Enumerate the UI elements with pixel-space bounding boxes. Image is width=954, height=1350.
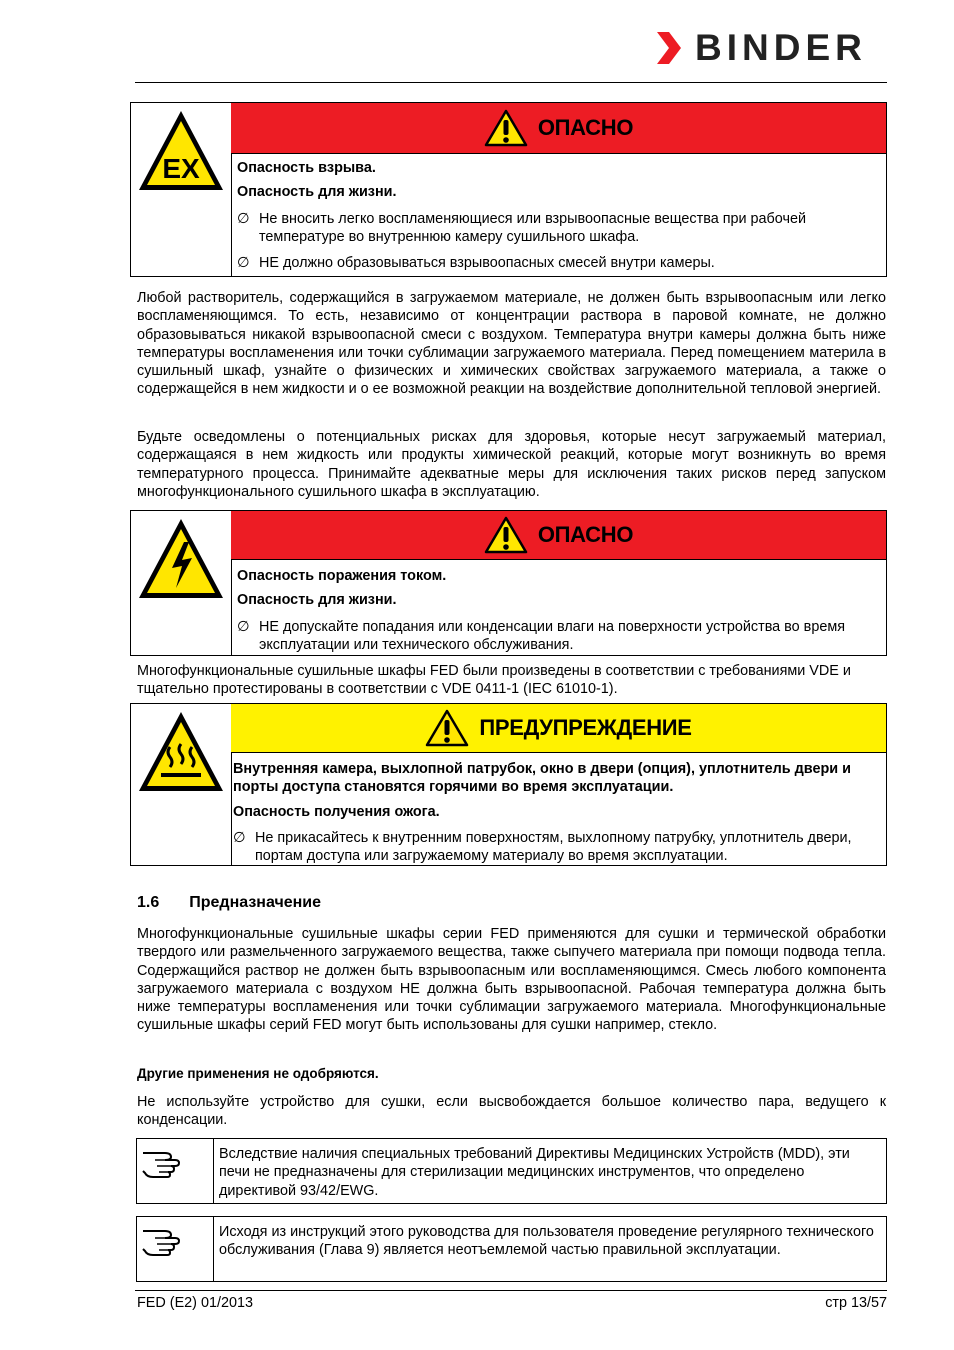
danger-header: [231, 103, 886, 154]
note-icon-cell: [137, 1139, 214, 1203]
note-box: [136, 1138, 887, 1204]
hazard-line: Опасность поражения током.: [237, 568, 447, 584]
prohibition-item: ∅ Не прикасайтесь к внутренним поверхностям, выхлопному патрубку, уплотнитель двери, портам доступа или загружаемому материалу во время эксплуатации.: [233, 829, 852, 865]
section-title: Предназначение: [189, 894, 322, 911]
warning-content: [233, 760, 872, 865]
section-number: 1.6: [137, 894, 160, 911]
danger-content: [237, 159, 866, 272]
prohibition-item: ∅ НЕ должно образовываться взрывоопасных смесей внутри камеры.: [237, 255, 715, 272]
footer-page-number: стр 13/57: [825, 1295, 887, 1311]
note-box: [136, 1216, 887, 1282]
exclamation-triangle-icon: [484, 109, 528, 147]
pointing-hand-icon: [141, 1145, 181, 1179]
footer-doc-id: FED (E2) 01/2013: [137, 1295, 253, 1311]
prohibition-icon: ∅: [237, 210, 250, 227]
prohibition-item: ∅ Не вносить легко воспламеняющиеся или взрывоопасные вещества при рабочей температуре во внутреннюю камеру сушильного шкафа.: [237, 210, 807, 245]
pictogram-cell: [131, 103, 232, 276]
exclamation-triangle-icon: [484, 516, 528, 554]
svg-text:EX: EX: [162, 153, 200, 184]
binder-logo-icon: [655, 28, 691, 68]
danger-box-explosion: [130, 102, 887, 277]
header-rule: [135, 82, 887, 83]
hazard-line: Опасность получения ожога.: [233, 803, 440, 820]
hazard-line: Опасность взрыва.: [237, 160, 376, 176]
pictogram-cell: [131, 511, 232, 655]
brand-name: BINDER: [695, 27, 867, 68]
explosion-hazard-icon: [136, 108, 226, 194]
danger-header: [231, 511, 886, 560]
body-paragraph: Не используйте устройство для сушки, если высвобождается большое количество пара, ведущего к конденсации.: [137, 1094, 886, 1129]
footer-rule: [135, 1290, 887, 1291]
signal-word: ПРЕДУПРЕЖДЕНИЕ: [479, 714, 692, 740]
prohibition-item: ∅ НЕ допускайте попадания или конденсации влаги на поверхности устройства во время эксплуатации или технического обслуживания.: [237, 618, 846, 653]
body-paragraph: Многофункциональные сушильные шкафы FED были произведены в соответствии с требованиями VDE и тщательно протестированы в соответствии с VDE 0411-1 (IEC 61010-1).: [137, 663, 851, 698]
danger-content: [237, 567, 866, 654]
signal-word: ОПАСНО: [537, 114, 634, 140]
signal-word: ОПАСНО: [537, 521, 634, 547]
pointing-hand-icon: [141, 1223, 181, 1257]
note-text: Вследствие наличия специальных требований Директивы Медицинских Устройств (MDD), эти печи не предназначены для стерилизации медицинских инструментов, что определено директивой 93/42/EWG.: [219, 1146, 850, 1199]
hazard-line: Внутренняя камера, выхлопной патрубок, окно в двери (опция), уплотнитель двери и порты доступа становятся горячими во время эксплуатации.: [233, 761, 851, 796]
warning-header: [231, 704, 886, 753]
prohibition-icon: ∅: [237, 618, 250, 635]
danger-box-electric: [130, 510, 887, 656]
prohibition-icon: ∅: [233, 829, 246, 846]
hot-surface-icon: [136, 709, 226, 795]
prohibition-icon: ∅: [237, 255, 250, 272]
pictogram-cell: [131, 704, 232, 865]
exclamation-triangle-icon: [425, 709, 469, 747]
body-paragraph: Будьте осведомлены о потенциальных рисках для здоровья, которые несут загружаемый материал, содержащаяся в нем жидкость или продукты химической реакций, которые могут возникнуть во время температурного процесса. Принимайте адекватные меры для исключения таких рисков перед запуском многофункционального сушильного шкафа в эксплуатацию.: [137, 429, 886, 500]
body-paragraph: Любой растворитель, содержащийся в загружаемом материале, не должен быть взрывоопасным или легко воспламеняющимся. То есть, независимо от концентрации раствора в паровой комнате, не должно образовываться никакой взрывоопасной смеси с воздухом. Температура внутри камеры должна быть ниже температуры воспламенения или точки сублимации загружаемого материала. Перед помещением материла в сушильный шкаф, узнайте о физических и химических свойствах загружаемого материала, а также о содержащейся в нем жидкости и о ее возможной реакции на воздействие дополнительной тепловой энергией.: [137, 290, 886, 398]
warning-box-hot-surface: [130, 703, 887, 866]
hazard-line: Опасность для жизни.: [237, 592, 397, 609]
hazard-line: Опасность для жизни.: [237, 184, 397, 201]
body-paragraph-bold: Другие применения не одобряются.: [137, 1066, 379, 1081]
body-paragraph: Многофункциональные сушильные шкафы серии FED применяются для сушки и термической обработки твердого или размельченного загружаемого вещества, также сыпучего материала при помощи подвода тепла. Содержащийся раствор не должен быть взрывоопасным или воспламеняющимся. Смесь любого компонента загружаемого материала с воздухом НЕ должна быть взрывоопасной. Рабочая температура должна быть ниже температуры воспламенения или точки сублимации загружаемого материала. Многофункциональные сушильные шкафы серий FED могут быть использованы для сушки например, стекло.: [137, 926, 886, 1034]
note-icon-cell: [137, 1217, 214, 1281]
section-heading: [137, 894, 321, 912]
note-text: Исходя из инструкций этого руководства для пользователя проведение регулярного технического обслуживания (Глава 9) является неотъемлемой частью правильной эксплуатации.: [219, 1224, 874, 1259]
binder-logo: [655, 28, 887, 68]
electric-hazard-icon: [136, 516, 226, 602]
